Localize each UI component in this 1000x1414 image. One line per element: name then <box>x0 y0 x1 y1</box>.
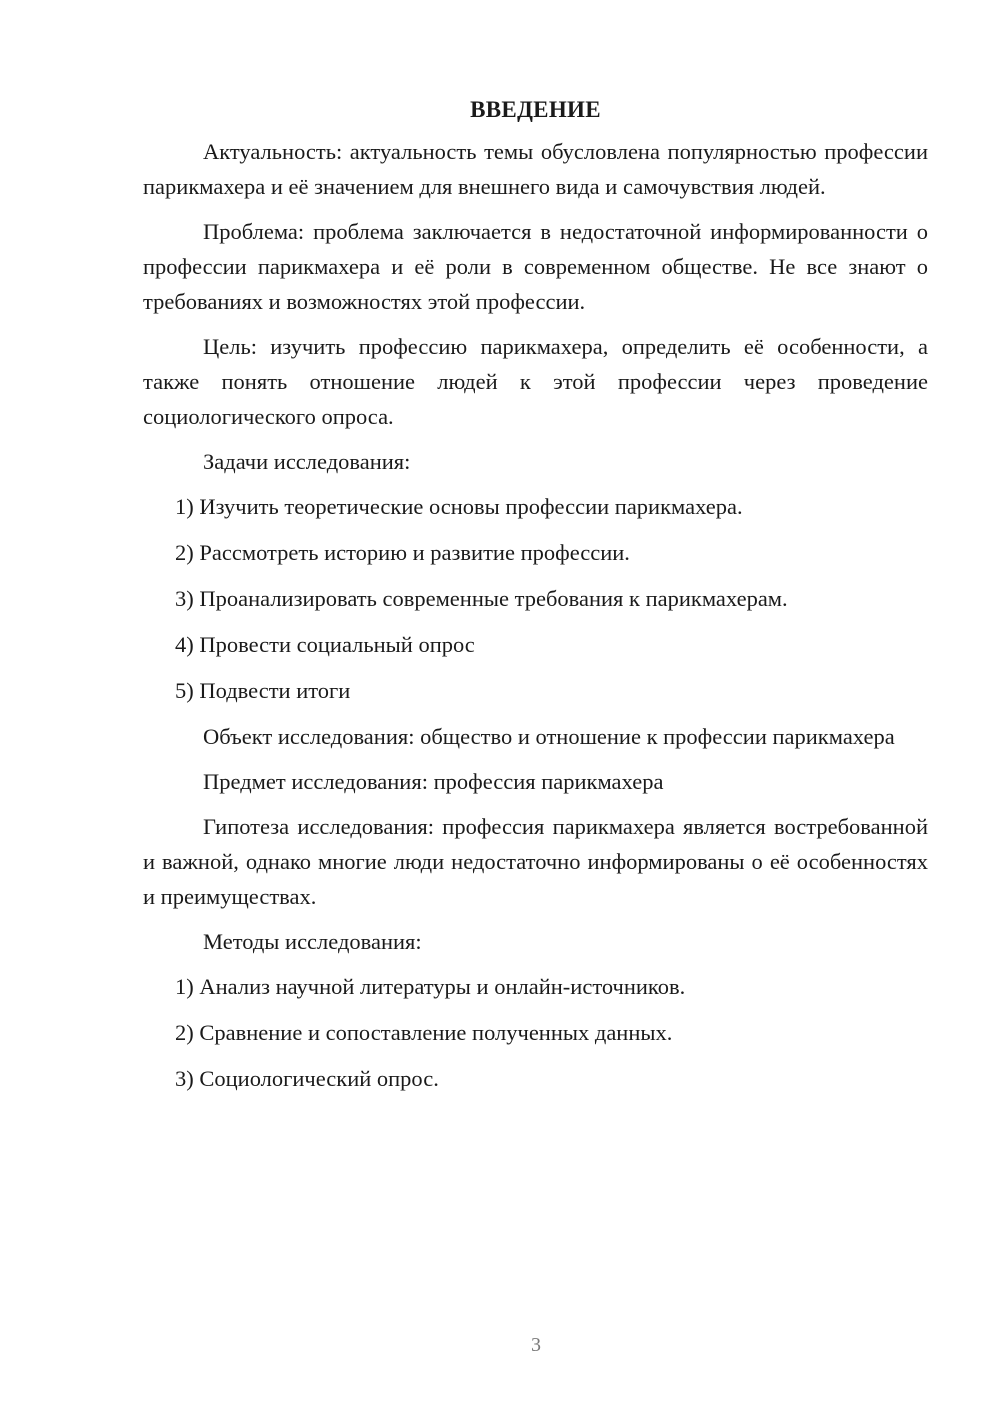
goal-paragraph: Цель: изучить профессию парикмахера, определить её особенности, а также понять отношение людей к этой профессии через проведение социологического опроса. <box>143 334 928 429</box>
object-paragraph: Объект исследования: общество и отношение к профессии парикмахера <box>203 724 895 749</box>
tasks-list <box>143 489 928 708</box>
methods-list <box>143 969 928 1096</box>
method-item: 2) Сравнение и сопоставление полученных данных. <box>175 1020 673 1045</box>
relevance-paragraph: Актуальность: актуальность темы обусловлена популярностью профессии парикмахера и её значением для внешнего вида и самочувствия людей. <box>143 139 928 199</box>
hypothesis-paragraph: Гипотеза исследования: профессия парикмахера является востребованной и важной, однако многие люди недостаточно информированы о её особенностях и преимуществах. <box>143 814 928 909</box>
task-item: 3) Проанализировать современные требования к парикмахерам. <box>175 586 788 611</box>
page-number: 3 <box>531 1334 541 1356</box>
task-item: 2) Рассмотреть историю и развитие профессии. <box>175 540 630 565</box>
method-item: 3) Социологический опрос. <box>175 1066 439 1091</box>
page-title: ВВЕДЕНИЕ <box>470 97 601 122</box>
tasks-heading: Задачи исследования: <box>203 449 411 474</box>
page-content <box>143 94 928 1107</box>
method-item: 1) Анализ научной литературы и онлайн-источников. <box>175 974 686 999</box>
task-item: 5) Подвести итоги <box>175 678 351 703</box>
methods-heading: Методы исследования: <box>203 929 422 954</box>
task-item: 4) Провести социальный опрос <box>175 632 475 657</box>
subject-paragraph: Предмет исследования: профессия парикмахера <box>203 769 664 794</box>
problem-paragraph: Проблема: проблема заключается в недостаточной информированности о профессии парикмахера и её роли в современном обществе. Не все знают о требованиях и возможностях этой профессии. <box>143 219 928 314</box>
task-item: 1) Изучить теоретические основы профессии парикмахера. <box>175 494 743 519</box>
